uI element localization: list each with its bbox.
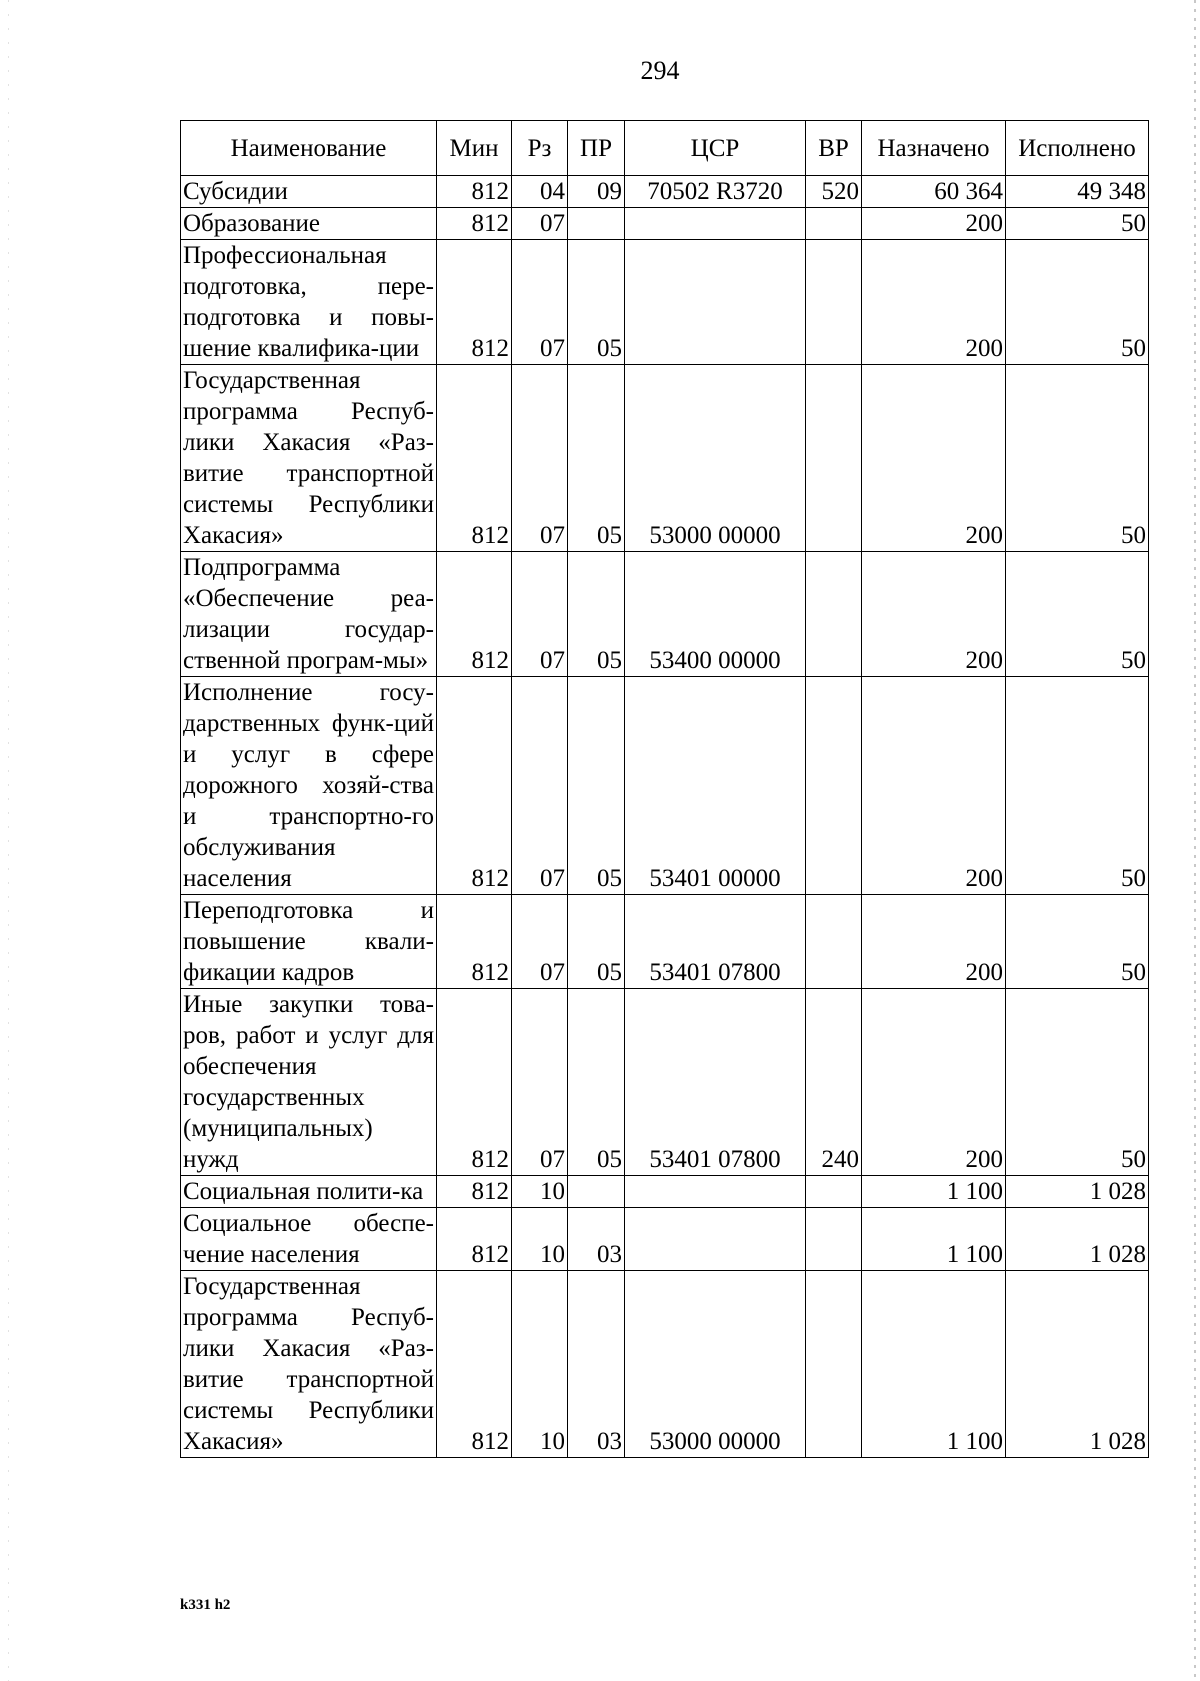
header-rz: Рз [512,121,568,176]
cell-name: Подпрограмма «Обеспечение реа-лизации государ-ственной програм-мы» [181,552,437,677]
table-row [181,677,1149,895]
header-vr: ВР [806,121,862,176]
cell-executed: 50 [1006,365,1149,552]
cell-min: 812 [437,240,512,365]
cell-min: 812 [437,677,512,895]
cell-name: Социальное обеспе-чение населения [181,1208,437,1271]
cell-executed: 50 [1006,677,1149,895]
cell-min: 812 [437,1208,512,1271]
cell-rz: 10 [512,1271,568,1458]
cell-executed: 1 028 [1006,1176,1149,1208]
cell-rz: 04 [512,176,568,208]
cell-name: Образование [181,208,437,240]
cell-executed: 50 [1006,240,1149,365]
cell-csr: 53000 00000 [625,1271,806,1458]
scan-edge-right [1194,0,1196,1681]
cell-vr [806,365,862,552]
cell-vr [806,677,862,895]
cell-name: Субсидии [181,176,437,208]
cell-csr [625,1208,806,1271]
cell-planned: 1 100 [862,1208,1006,1271]
cell-min: 812 [437,552,512,677]
cell-planned: 200 [862,989,1006,1176]
cell-name: Государственная программа Респуб-лики Хакасия «Раз-витие транспортной системы Республики Хакасия» [181,1271,437,1458]
cell-min: 812 [437,895,512,989]
cell-rz: 07 [512,208,568,240]
cell-pr: 05 [568,240,625,365]
cell-vr [806,240,862,365]
cell-vr [806,1176,862,1208]
cell-rz: 07 [512,895,568,989]
table-row [181,365,1149,552]
cell-min: 812 [437,176,512,208]
cell-name: Социальная полити-ка [181,1176,437,1208]
cell-csr: 53401 07800 [625,895,806,989]
cell-planned: 200 [862,365,1006,552]
cell-vr: 520 [806,176,862,208]
cell-csr: 53000 00000 [625,365,806,552]
cell-pr [568,1176,625,1208]
cell-pr: 05 [568,895,625,989]
cell-planned: 200 [862,895,1006,989]
cell-pr: 05 [568,365,625,552]
document-code: k331 h2 [180,1597,231,1613]
table-row [181,552,1149,677]
cell-name: Исполнение госу-дарственных функ-ций и услуг в сфере дорожного хозяй-ства и транспортно-го обслуживания населения [181,677,437,895]
cell-planned: 60 364 [862,176,1006,208]
cell-planned: 1 100 [862,1271,1006,1458]
table-row [181,1208,1149,1271]
cell-planned: 200 [862,208,1006,240]
cell-pr: 05 [568,552,625,677]
cell-pr: 03 [568,1208,625,1271]
cell-vr [806,895,862,989]
cell-pr: 05 [568,989,625,1176]
cell-planned: 200 [862,677,1006,895]
table-header-row [181,121,1149,176]
budget-table [180,120,1149,1458]
cell-min: 812 [437,208,512,240]
cell-csr: 53400 00000 [625,552,806,677]
cell-executed: 50 [1006,989,1149,1176]
cell-rz: 07 [512,240,568,365]
cell-csr [625,1176,806,1208]
header-planned: Назначено [862,121,1006,176]
cell-planned: 200 [862,240,1006,365]
cell-executed: 50 [1006,552,1149,677]
cell-rz: 07 [512,552,568,677]
cell-name: Профессиональная подготовка, пере-подготовка и повы-шение квалифика-ции [181,240,437,365]
page-number: 294 [640,56,680,85]
header-min: Мин [437,121,512,176]
cell-rz: 07 [512,989,568,1176]
cell-csr [625,240,806,365]
cell-pr [568,208,625,240]
table-row [181,176,1149,208]
cell-rz: 10 [512,1208,568,1271]
cell-rz: 10 [512,1176,568,1208]
cell-csr [625,208,806,240]
cell-min: 812 [437,365,512,552]
cell-executed: 50 [1006,208,1149,240]
table-row [181,208,1149,240]
cell-vr [806,552,862,677]
cell-vr: 240 [806,989,862,1176]
cell-executed: 50 [1006,895,1149,989]
cell-pr: 05 [568,677,625,895]
header-csr: ЦСР [625,121,806,176]
table-row [181,895,1149,989]
cell-rz: 07 [512,365,568,552]
cell-name: Государственная программа Респуб-лики Хакасия «Раз-витие транспортной системы Республики Хакасия» [181,365,437,552]
table-row [181,240,1149,365]
cell-min: 812 [437,1176,512,1208]
cell-name: Иные закупки това-ров, работ и услуг для обеспечения государственных (муниципальных) нужд [181,989,437,1176]
table-row [181,1271,1149,1458]
header-executed: Исполнено [1006,121,1149,176]
cell-pr: 09 [568,176,625,208]
cell-executed: 1 028 [1006,1208,1149,1271]
cell-name: Переподготовка и повышение квали-фикации кадров [181,895,437,989]
table-body [181,176,1149,1458]
cell-csr: 53401 00000 [625,677,806,895]
cell-executed: 1 028 [1006,1271,1149,1458]
table-row [181,1176,1149,1208]
cell-min: 812 [437,989,512,1176]
cell-vr [806,208,862,240]
cell-planned: 200 [862,552,1006,677]
cell-csr: 53401 07800 [625,989,806,1176]
table-row [181,989,1149,1176]
scan-edge-left [8,0,9,1681]
cell-vr [806,1271,862,1458]
cell-min: 812 [437,1271,512,1458]
cell-rz: 07 [512,677,568,895]
cell-planned: 1 100 [862,1176,1006,1208]
header-pr: ПР [568,121,625,176]
cell-csr: 70502 R3720 [625,176,806,208]
cell-vr [806,1208,862,1271]
header-name: Наименование [181,121,437,176]
cell-executed: 49 348 [1006,176,1149,208]
cell-pr: 03 [568,1271,625,1458]
